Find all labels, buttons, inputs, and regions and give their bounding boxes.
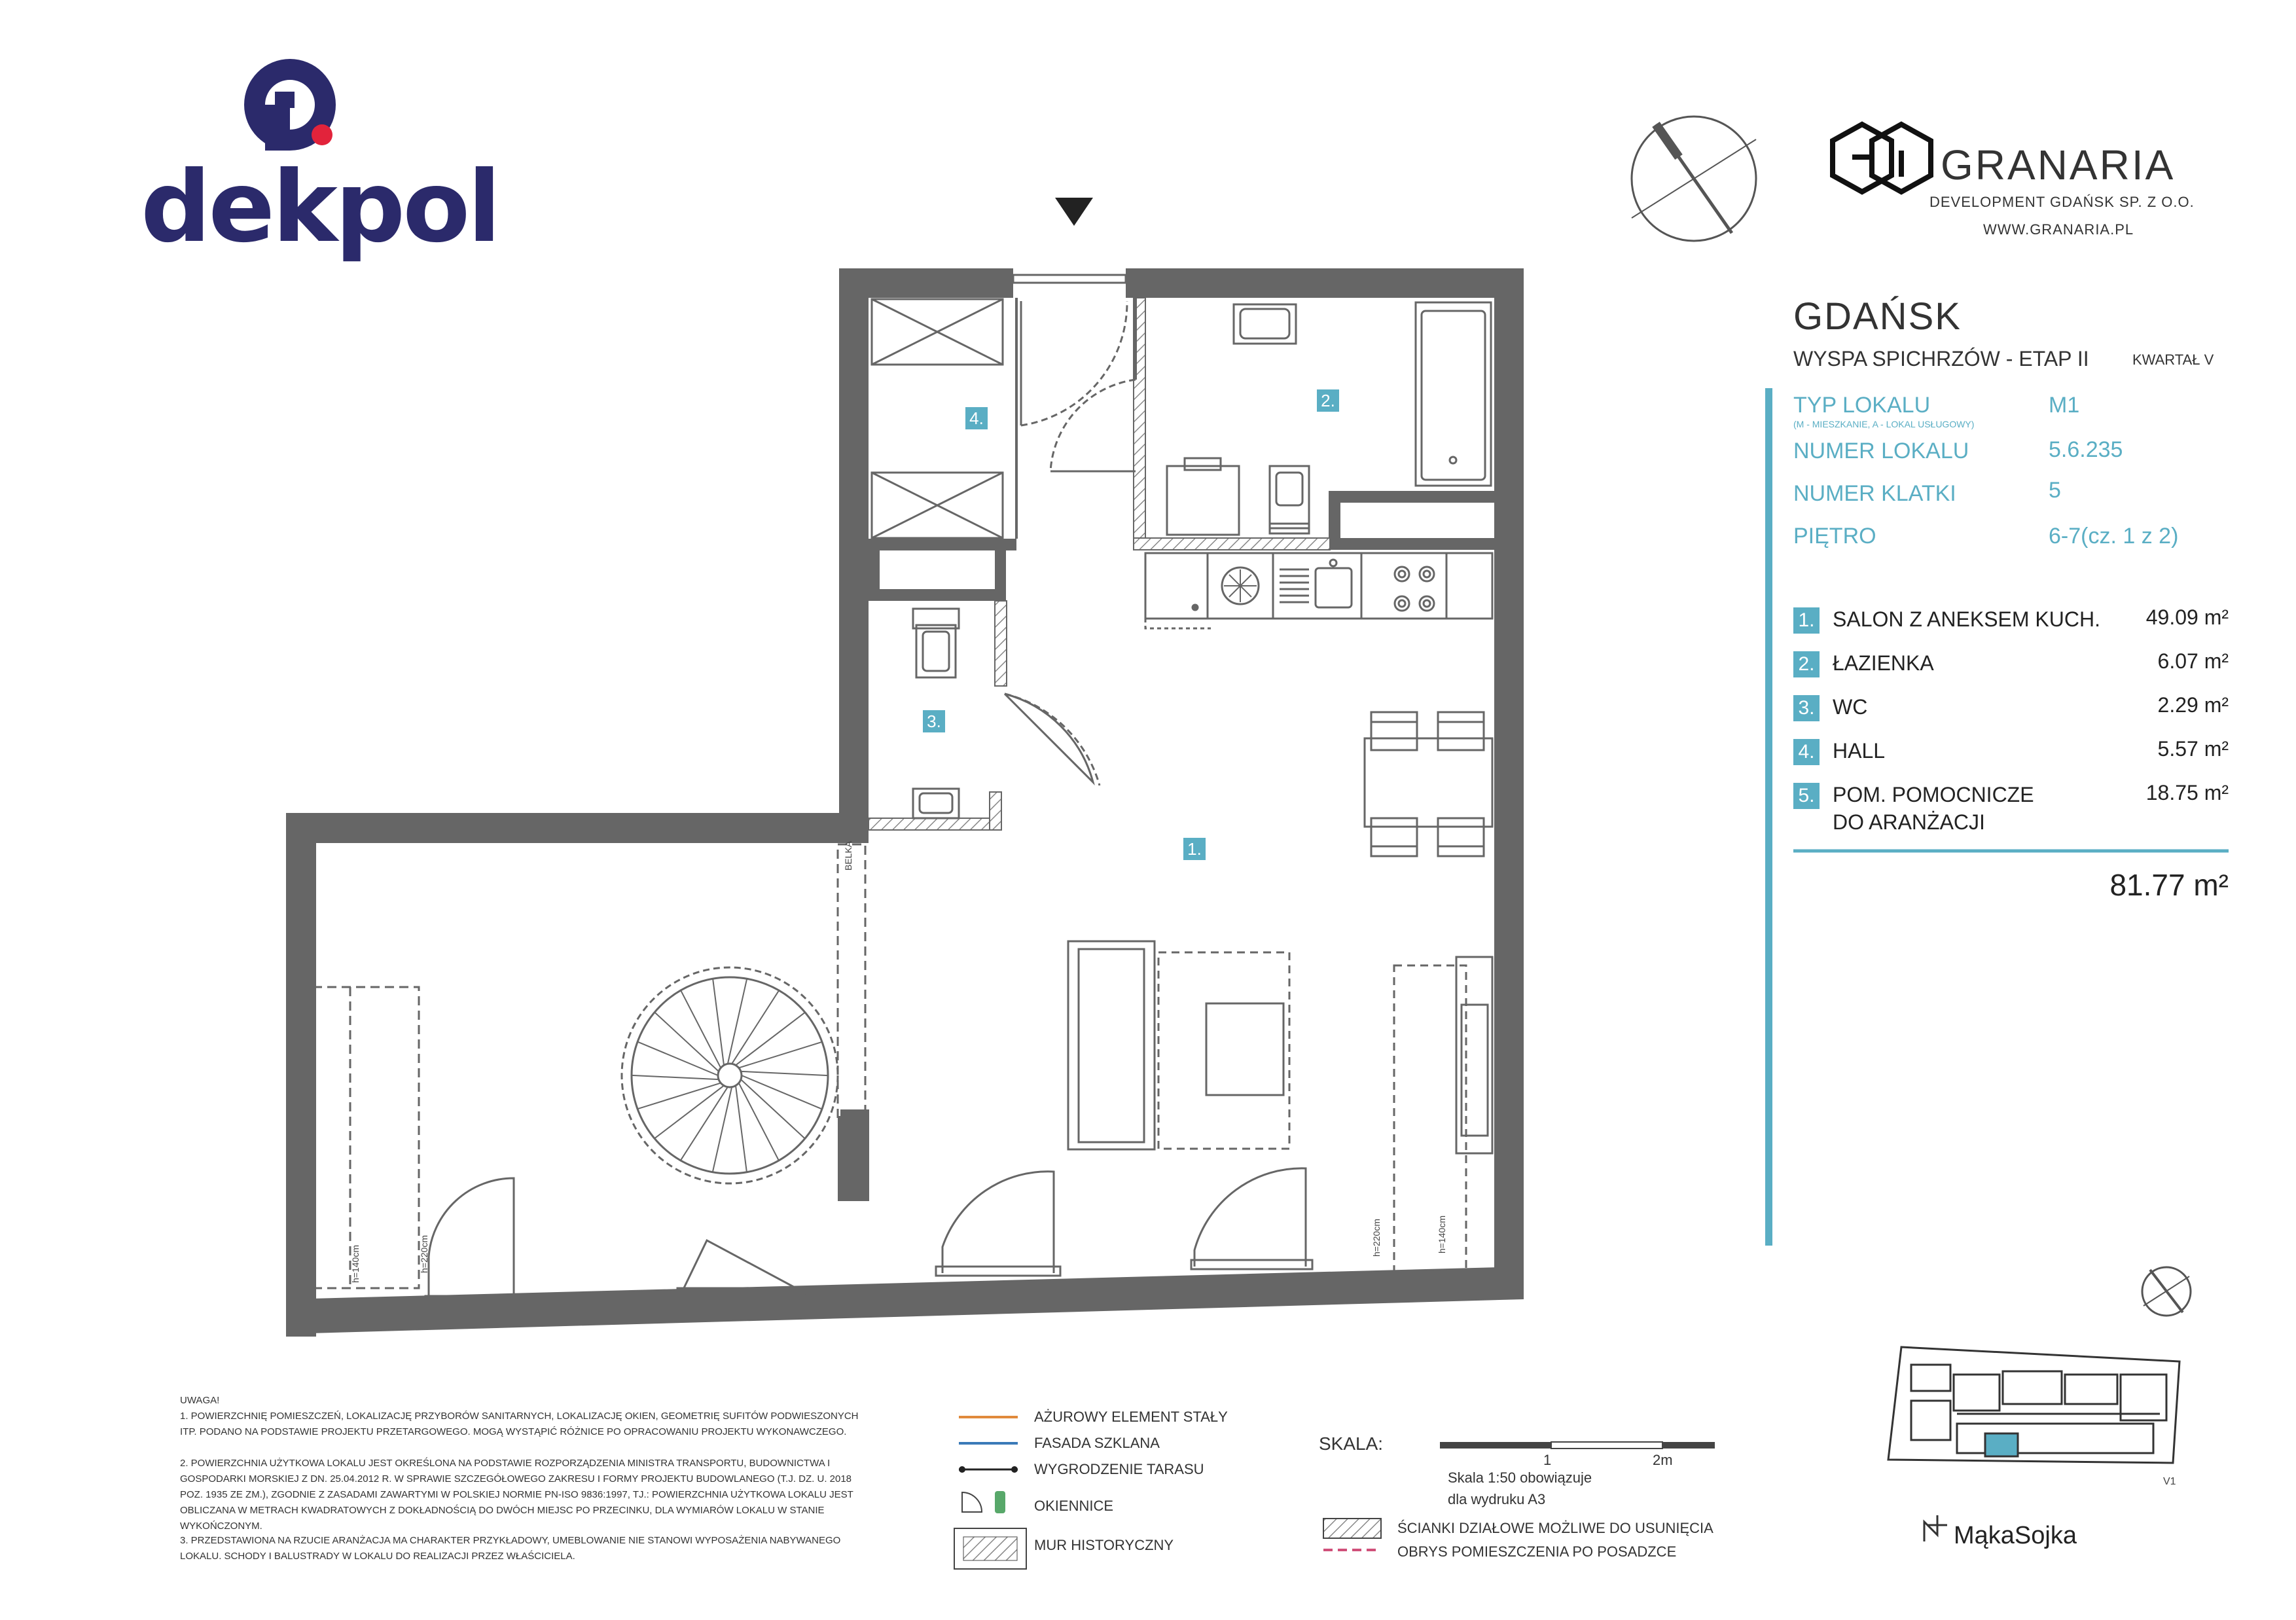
scale-note-1: Skala 1:50 obowiązuje (1448, 1469, 1592, 1486)
keyplan-version: V1 (2163, 1476, 2176, 1487)
stair-tread (713, 1087, 732, 1172)
beam-label: BELKA (843, 840, 853, 871)
plan-room-4-badge: 4. (965, 407, 988, 429)
floor-label: PIĘTRO (1793, 524, 1876, 549)
unit-number-label: NUMER LOKALU (1793, 439, 1969, 463)
dekpol-logo-mark (244, 59, 336, 151)
scale-tick-2: 2m (1653, 1452, 1673, 1468)
stair-tread (681, 990, 721, 1068)
room-name: HALL (1833, 739, 1886, 763)
dining-set (1365, 712, 1492, 856)
legend-shutters: OKIENNICE (1034, 1498, 1114, 1514)
legend-removable-walls: ŚCIANKI DZIAŁOWE MOŻLIWE DO USUNIĘCIA (1397, 1520, 1713, 1536)
stair-tread (741, 1071, 828, 1075)
stair-tread (681, 1087, 728, 1161)
granaria-subtitle: DEVELOPMENT GDAŃSK SP. Z O.O. (1929, 194, 2195, 210)
legend-historic-wall: MUR HISTORYCZNY (1034, 1537, 1174, 1553)
stair-tread (637, 1083, 721, 1109)
outer-walls (286, 268, 1524, 1337)
plan-room-1-badge: 1. (1183, 838, 1206, 860)
room-name: POM. POMOCNICZE (1833, 783, 2034, 806)
granaria-url: WWW.GRANARIA.PL (1983, 221, 2134, 238)
stair-tread (632, 1075, 719, 1079)
height-label: h=140cm (350, 1245, 361, 1283)
stair-tread (739, 1042, 822, 1068)
stair-tread (713, 979, 724, 1065)
stair-tread (736, 1086, 747, 1172)
height-label: h=140cm (1437, 1215, 1447, 1253)
room-number-badge: 2. (1793, 651, 1820, 677)
stair-number-label: NUMER KLATKI (1793, 481, 1956, 506)
stair-number-value: 5 (2049, 478, 2061, 503)
floor-value: 6-7(cz. 1 z 2) (2049, 524, 2179, 549)
legend-openwork: AŻUROWY ELEMENT STAŁY (1034, 1409, 1228, 1425)
room-area: 2.29 m² (2157, 693, 2229, 717)
plan-room-3-badge: 3. (923, 710, 945, 732)
height-label: h=220cm (1371, 1219, 1382, 1257)
legend-glass-facade: FASADA SZKLANA (1034, 1435, 1160, 1451)
entry-arrow (1055, 198, 1093, 226)
studio-name: MąkaSojka (1954, 1522, 2077, 1549)
makasojka-logo-icon (1924, 1515, 1947, 1541)
notes-title: UWAGA! (180, 1395, 220, 1406)
room-name: WC (1833, 695, 1868, 719)
room-number-badge: 4. (1793, 739, 1820, 765)
room-number-badge: 5. (1793, 783, 1820, 809)
unit-type-label: TYP LOKALU (1793, 393, 1931, 418)
room-area: 5.57 m² (2157, 737, 2229, 761)
doors (1005, 301, 1136, 785)
city-title: GDAŃSK (1793, 295, 1962, 338)
stair-tread (739, 1083, 779, 1161)
room-name: ŁAZIENKA (1833, 651, 1934, 675)
unit-type-value: M1 (2049, 393, 2080, 418)
dekpol-wordmark: dekpol (141, 151, 499, 264)
granaria-wordmark: GRANARIA (1941, 141, 2176, 189)
scale-note-2: dla wydruku A3 (1448, 1491, 1546, 1507)
note-3: 3. PRZEDSTAWIONA NA RZUCIE ARANŻACJA MA CHARAKTER PRZYKŁADOWY, UMEBLOWANIE NIE STANOWI WYPOSAŻENIA NABYWANEGO LOKALU. SCHODY I BALUSTRADY W LOKALU DO REALIZACJI PRZEZ WŁAŚCICIELA. (180, 1535, 841, 1562)
quarter-label: KWARTAŁ V (2132, 351, 2214, 368)
note-2: 2. POWIERZCHNIA UŻYTKOWA LOKALU JEST OKREŚLONA NA PODSTAWIE ROZPORZĄDZENIA MINISTRA TRANSPORTU, BUDOWNICTWA I GOSPODARKI MORSKIEJ Z DN. 25.04.2012 R. W SPRAWIE SZCZEGÓŁOWEGO ZAKRESU I FORMY PROJEKTU BUDOWLANEGO (T.J. DZ. U. 2018 POZ. 1935 ZE ZM.), ZGODNIE Z ZASADAMI ZAWARTYMI W POLSKIEJ NORMIE PN-ISO 9836:1997, TJ.: POWIERZCHNIA UŻYTKOWA LOKALU JEST OBLICZANA W METRACH KWADRATOWYCH Z DOKŁADNOŚCIĄ DO DWÓCH MIEJSC PO PRZECINKU, DLA WYMIARÓW LOKALU W STANIE WYKOŃCZONYM. (180, 1458, 853, 1532)
accent-bar (1765, 388, 1772, 1246)
room-area: 6.07 m² (2157, 649, 2229, 673)
unit-type-note: (M - MIESZKANIE, A - LOKAL USŁUGOWY) (1793, 419, 1975, 429)
total-area: 81.77 m² (2109, 868, 2229, 902)
note-1: 1. POWIERZCHNIĘ POMIESZCZEŃ, LOKALIZACJĘ PRZYBORÓW SANITARNYCH, LOKALIZACJĘ OKIEN, GEOMETRIĘ SUFITÓW PODWIESZONYCH ITP. PODANO NA PODSTAWIE PROJEKTU PRZETARGOWEGO. MOGĄ WYSTĄPIĆ RÓŻNICE PO OPRACOWANIU PROJEKTU WYKONAWCZEGO. (180, 1411, 859, 1437)
stair-tread (736, 1013, 805, 1066)
room-name: SALON Z ANEKSEM KUCH. (1833, 607, 2100, 631)
scale-label: SKALA: (1319, 1433, 1384, 1454)
scale-tick-1: 1 (1543, 1452, 1552, 1468)
stair-tread (728, 979, 747, 1064)
granaria-logo-mark (1833, 124, 1931, 192)
room-number-badge: 1. (1793, 607, 1820, 634)
legend-floor-outline: OBRYS POMIESZCZENIA PO POSADZCE (1397, 1543, 1677, 1560)
room-area: 49.09 m² (2145, 605, 2229, 629)
north-compass (1632, 117, 1756, 241)
district-title: WYSPA SPICHRZÓW - ETAP II (1793, 347, 2089, 370)
unit-number-value: 5.6.235 (2049, 437, 2123, 462)
legend-terrace-fence: WYGRODZENIE TARASU (1034, 1461, 1204, 1477)
plan-room-2-badge: 2. (1317, 389, 1339, 412)
aux-room-outline (313, 844, 865, 1288)
living-furniture (1068, 941, 1492, 1276)
height-label: h=220cm (419, 1235, 429, 1273)
stair-tread (742, 1075, 822, 1109)
scale-bar (1440, 1442, 1715, 1449)
room-area: 18.75 m² (2145, 781, 2229, 804)
stair-tread (732, 990, 779, 1064)
removable-partitions (869, 298, 1330, 830)
kitchen-counter (1145, 553, 1492, 628)
stair-tread (637, 1042, 718, 1075)
keyplan-compass (2142, 1267, 2191, 1316)
stair-tread (655, 1086, 724, 1139)
key-plan (1888, 1347, 2179, 1463)
spiral-staircase (622, 967, 838, 1183)
room-name-line2: DO ARANŻACJI (1833, 810, 1985, 834)
room-number-badge: 3. (1793, 695, 1820, 721)
